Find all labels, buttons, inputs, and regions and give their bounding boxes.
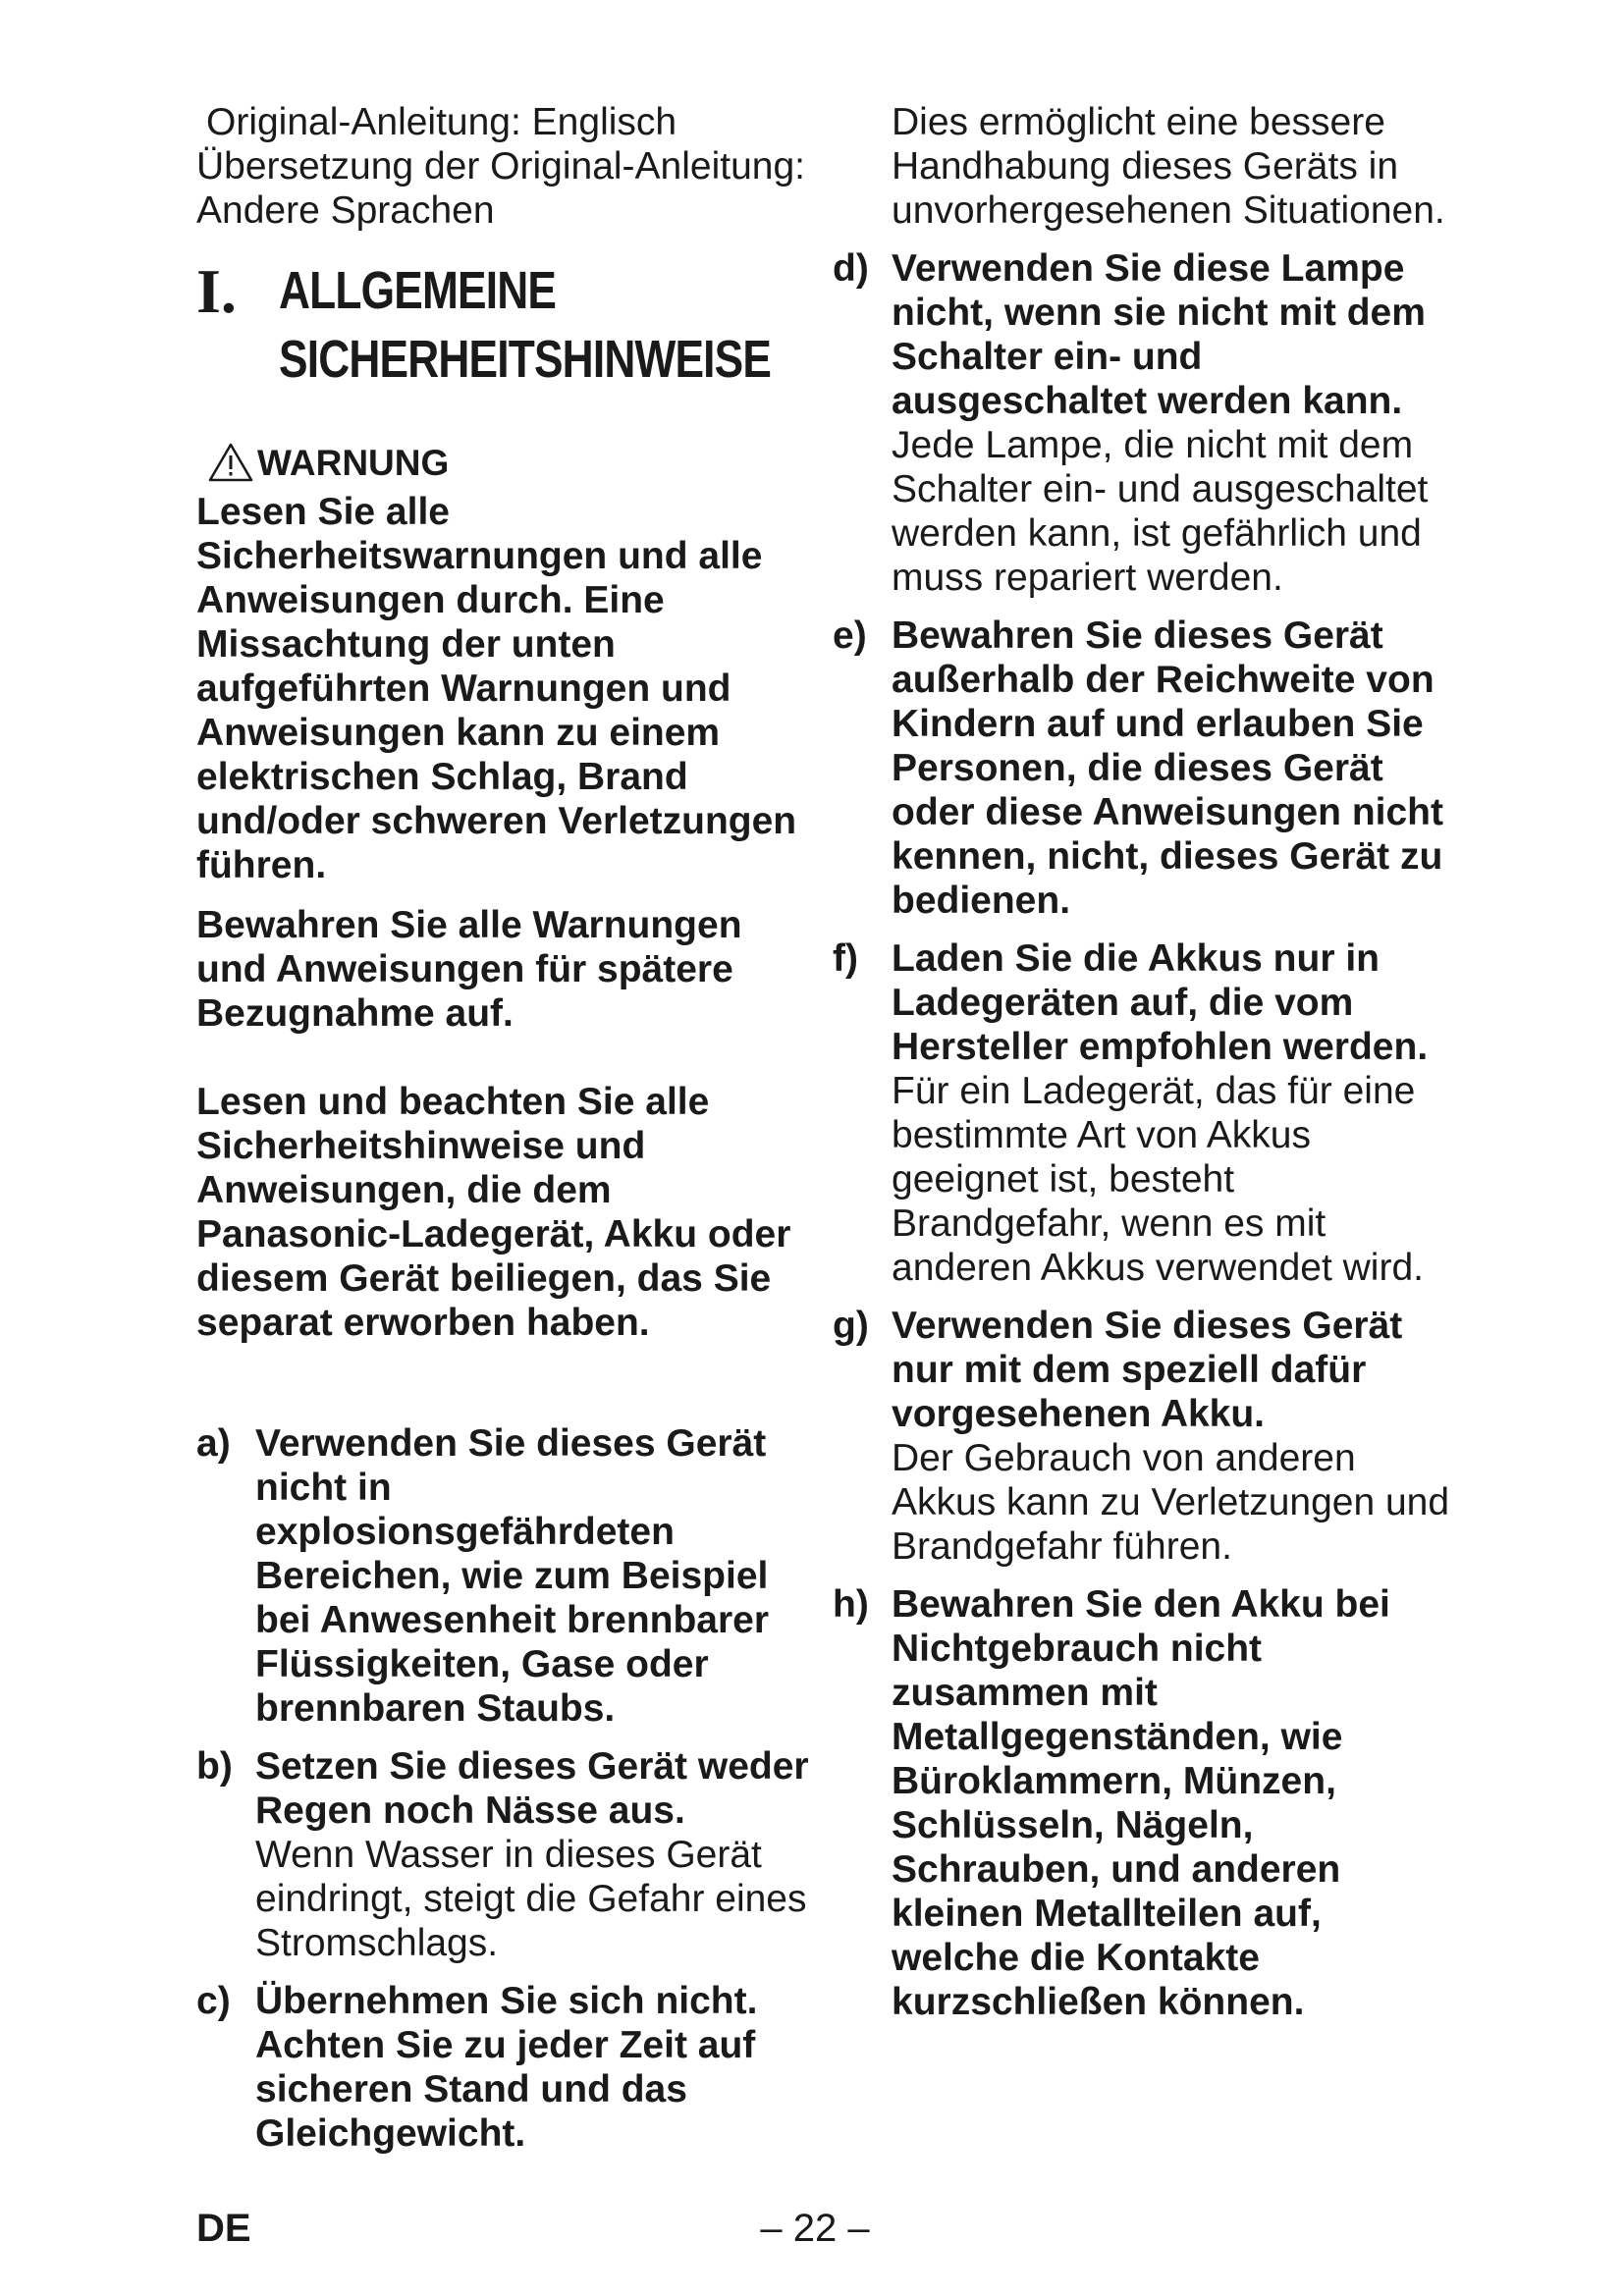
- safety-item-b: [196, 1744, 815, 1965]
- left-column: [196, 100, 815, 2169]
- item-bold-text: Verwenden Sie diese Lampe nicht, wenn sie nicht mit dem Schalter ein- und ausgeschaltet werden kann.: [892, 247, 1426, 422]
- safety-item-g: [833, 1304, 1451, 1569]
- item-bold-text: Übernehmen Sie sich nicht. Achten Sie zu jeder Zeit auf sicheren Stand und das Gleichgewicht.: [255, 1980, 758, 2155]
- section-title: [279, 256, 858, 394]
- intro-paragraph-3: Lesen und beachten Sie alle Sicherheitshinweise und Anweisungen, die dem Panasonic-Ladegerät, Akku oder diesem Gerät beiliegen, das Sie separat erworben haben.: [196, 1081, 791, 1344]
- safety-item-d: [833, 246, 1451, 600]
- item-label: c): [196, 1980, 231, 2022]
- origin-line-2: Übersetzung der Original-Anleitung: Andere Sprachen: [196, 145, 806, 232]
- safety-item-f: [833, 936, 1451, 1290]
- item-label: f): [833, 937, 858, 980]
- item-bold-text: Verwenden Sie dieses Gerät nicht in explosionsgefährdeten Bereichen, wie zum Beispiel bei Anwesenheit brennbarer Flüssigkeiten, Gase oder brennbaren Staubs.: [255, 1422, 770, 1730]
- safety-item-c: [196, 1979, 815, 2156]
- safety-list-left: [196, 1421, 815, 2156]
- safety-item-a: [196, 1421, 815, 1731]
- item-text: Der Gebrauch von anderen Akkus kann zu Verletzungen und Brandgefahr führen.: [892, 1437, 1450, 1568]
- item-label: e): [833, 614, 867, 657]
- item-label: a): [196, 1422, 231, 1465]
- section-heading: [196, 256, 815, 427]
- item-text: Jede Lampe, die nicht mit dem Schalter ein- und ausgeschaltet werden kann, ist gefährlich und muss repariert werden.: [892, 424, 1429, 599]
- warning-label: WARNUNG: [257, 442, 450, 483]
- right-column: [833, 100, 1451, 2038]
- safety-item-e: [833, 614, 1451, 923]
- item-label: h): [833, 1583, 869, 1626]
- item-bold-text: Setzen Sie dieses Gerät weder Regen noch Nässe aus.: [255, 1745, 809, 1832]
- safety-item-h: [833, 1582, 1451, 2024]
- item-label: b): [196, 1745, 233, 1788]
- warning-heading: [196, 435, 815, 490]
- item-label: g): [833, 1305, 869, 1347]
- item-bold-text: Laden Sie die Akkus nur in Ladegeräten auf, die vom Hersteller empfohlen werden.: [892, 937, 1429, 1068]
- item-label: d): [833, 247, 869, 290]
- section-number: I.: [196, 256, 237, 326]
- section-title-line-1: ALLGEMEINE: [279, 261, 557, 320]
- safety-item-c-continued: [833, 100, 1451, 233]
- origin-line-1: Original-Anleitung: Englisch: [206, 101, 677, 143]
- intro-paragraph-1: Lesen Sie alle Sicherheitswarnungen und alle Anweisungen durch. Eine Missachtung der unten aufgeführten Warnungen und Anweisungen kann zu einem elektrischen Schlag, Brand und/oder schweren Verletzungen führen.: [196, 491, 797, 886]
- item-text: Wenn Wasser in dieses Gerät eindringt, steigt die Gefahr eines Stromschlags.: [255, 1834, 807, 1964]
- page-number: – 22 –: [760, 2207, 870, 2250]
- item-text: Dies ermöglicht eine bessere Handhabung dieses Geräts in unvorhergesehenen Situationen.: [892, 101, 1445, 232]
- original-instructions-note: [196, 100, 815, 233]
- warning-triangle-icon: [208, 443, 253, 482]
- footer-language: DE: [196, 2207, 251, 2250]
- item-bold-text: Bewahren Sie den Akku bei Nichtgebrauch nicht zusammen mit Metallgegenständen, wie Büroklammern, Münzen, Schlüsseln, Nägeln, Schrauben, und anderen kleinen Metallteilen auf, welche die Kontakte kurzschließen können.: [892, 1583, 1390, 2023]
- section-title-line-2: SICHERHEITSHINWEISE: [279, 330, 772, 389]
- intro-paragraph-2: Bewahren Sie alle Warnungen und Anweisungen für spätere Bezugnahme auf.: [196, 904, 742, 1035]
- item-bold-text: Bewahren Sie dieses Gerät außerhalb der Reichweite von Kindern auf und erlauben Sie Personen, die dieses Gerät oder diese Anweisungen nicht kennen, nicht, dieses Gerät zu bedienen.: [892, 614, 1443, 922]
- item-text: Für ein Ladegerät, das für eine bestimmte Art von Akkus geeignet ist, besteht Brandgefahr, wenn es mit anderen Akkus verwendet wird.: [892, 1070, 1424, 1289]
- item-bold-text: Verwenden Sie dieses Gerät nur mit dem speziell dafür vorgesehenen Akku.: [892, 1305, 1403, 1435]
